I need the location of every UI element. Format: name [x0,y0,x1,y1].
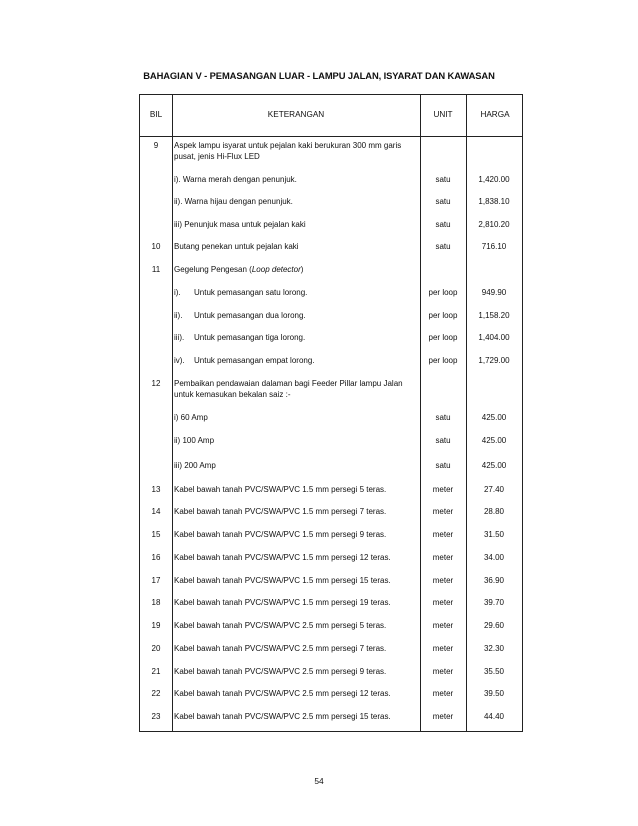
row-unit: satu [435,242,451,251]
row-keterangan [174,356,422,367]
row-bil: 13 [151,485,161,494]
row-keterangan: Kabel bawah tanah PVC/SWA/PVC 2.5 mm persegi 5 teras. [174,621,387,630]
row-keterangan: Kabel bawah tanah PVC/SWA/PVC 1.5 mm persegi 19 teras. [174,598,391,607]
sub-item-number: iii). [174,333,185,342]
row-unit: satu [435,436,451,445]
section-title: BAHAGIAN V - PEMASANGAN LUAR - LAMPU JALAN, ISYARAT DAN KAWASAN [143,70,495,81]
row-harga: 716.10 [481,242,507,251]
row-bil: 14 [151,507,161,516]
sub-item-number: ii). [174,311,183,320]
row-keterangan: Kabel bawah tanah PVC/SWA/PVC 1.5 mm persegi 15 teras. [174,576,391,585]
row-keterangan: Kabel bawah tanah PVC/SWA/PVC 1.5 mm persegi 5 teras. [174,485,387,494]
row-unit: satu [435,197,451,206]
row-keterangan: Kabel bawah tanah PVC/SWA/PVC 1.5 mm persegi 9 teras. [174,530,387,539]
row-unit: meter [432,621,454,630]
row-unit: per loop [428,288,458,297]
header-keterangan: KETERANGAN [267,110,325,119]
keterangan-text: Untuk pemasangan dua lorong. [194,311,306,320]
row-unit: meter [432,553,454,562]
keterangan-text: Untuk pemasangan empat lorong. [194,356,315,365]
row-harga: 44.40 [483,712,505,721]
row-bil: 15 [151,530,161,539]
row-bil: 12 [151,379,161,388]
row-unit: per loop [428,333,458,342]
row-harga: 1,158.20 [478,311,510,320]
row-keterangan: Kabel bawah tanah PVC/SWA/PVC 1.5 mm persegi 12 teras. [174,553,391,562]
row-keterangan [174,333,422,344]
keterangan-emphasis: Loop detector [251,265,301,274]
row-bil: 21 [151,667,161,676]
row-harga: 39.50 [483,689,505,698]
row-bil: 20 [151,644,161,653]
keterangan-text: Gegelung Pengesan ( [174,265,252,274]
row-harga: 32.30 [483,644,505,653]
row-harga: 28.80 [483,507,505,516]
row-unit: meter [432,712,454,721]
row-unit: per loop [428,356,458,365]
header-harga: HARGA [480,110,510,119]
row-harga: 949.90 [481,288,507,297]
keterangan-text: Untuk pemasangan tiga lorong. [194,333,306,342]
row-harga: 34.00 [483,553,505,562]
price-table [139,94,523,732]
column-divider [172,95,173,731]
row-harga: 31.50 [483,530,505,539]
row-keterangan: iii) 200 Amp [174,461,216,470]
page-number: 54 [314,776,324,786]
row-unit: satu [435,413,451,422]
row-bil: 18 [151,598,161,607]
row-keterangan: Pembaikan pendawaian dalaman bagi Feeder Pillar lampu Jalan untuk kemasukan bekalan saiz :- [174,379,403,399]
row-harga: 425.00 [481,461,507,470]
row-harga: 1,729.00 [478,356,510,365]
row-bil: 9 [153,141,159,150]
header-bil: BIL [149,110,163,119]
header-divider [140,136,522,137]
row-bil: 11 [151,265,161,274]
row-harga: 27.40 [483,485,505,494]
row-harga: 1,420.00 [478,175,510,184]
row-harga: 29.60 [483,621,505,630]
row-keterangan: Kabel bawah tanah PVC/SWA/PVC 2.5 mm persegi 9 teras. [174,667,387,676]
row-unit: satu [435,461,451,470]
row-keterangan: Kabel bawah tanah PVC/SWA/PVC 2.5 mm persegi 15 teras. [174,712,391,721]
row-harga: 35.50 [483,667,505,676]
row-unit: satu [435,175,451,184]
row-bil: 19 [151,621,161,630]
sub-item-number: iv). [174,356,185,365]
keterangan-text: ) [300,265,304,274]
row-bil: 10 [151,242,161,251]
row-unit: meter [432,644,454,653]
row-keterangan [174,265,422,276]
row-keterangan: i). Warna merah dengan penunjuk. [174,175,297,184]
row-unit: meter [432,530,454,539]
row-bil: 22 [151,689,161,698]
row-harga: 36.90 [483,576,505,585]
row-harga: 39.70 [483,598,505,607]
row-unit: meter [432,485,454,494]
sub-item-number: i). [174,288,181,297]
row-keterangan: ii) 100 Amp [174,436,215,445]
row-keterangan: Aspek lampu isyarat untuk pejalan kaki berukuran 300 mm garis pusat, jenis Hi-Flux LED [174,141,402,161]
row-bil: 16 [151,553,161,562]
row-keterangan [174,288,422,299]
row-bil: 23 [151,712,161,721]
row-harga: 425.00 [481,413,507,422]
row-harga: 425.00 [481,436,507,445]
row-keterangan: i) 60 Amp [174,413,208,422]
row-harga: 1,404.00 [478,333,510,342]
row-harga: 1,838.10 [478,197,510,206]
row-keterangan: Kabel bawah tanah PVC/SWA/PVC 2.5 mm persegi 7 teras. [174,644,387,653]
row-bil: 17 [151,576,161,585]
row-unit: meter [432,598,454,607]
keterangan-text: Untuk pemasangan satu lorong. [194,288,308,297]
row-keterangan: ii). Warna hijau dengan penunjuk. [174,197,293,206]
header-unit: UNIT [433,110,453,119]
row-unit: meter [432,689,454,698]
row-keterangan: Butang penekan untuk pejalan kaki [174,242,299,251]
row-keterangan [174,311,422,322]
row-keterangan: Kabel bawah tanah PVC/SWA/PVC 2.5 mm persegi 12 teras. [174,689,391,698]
row-keterangan: Kabel bawah tanah PVC/SWA/PVC 1.5 mm persegi 7 teras. [174,507,387,516]
row-harga: 2,810.20 [478,220,510,229]
row-unit: satu [435,220,451,229]
row-unit: meter [432,576,454,585]
row-unit: meter [432,667,454,676]
row-unit: per loop [428,311,458,320]
row-unit: meter [432,507,454,516]
row-keterangan: iii) Penunjuk masa untuk pejalan kaki [174,220,306,229]
